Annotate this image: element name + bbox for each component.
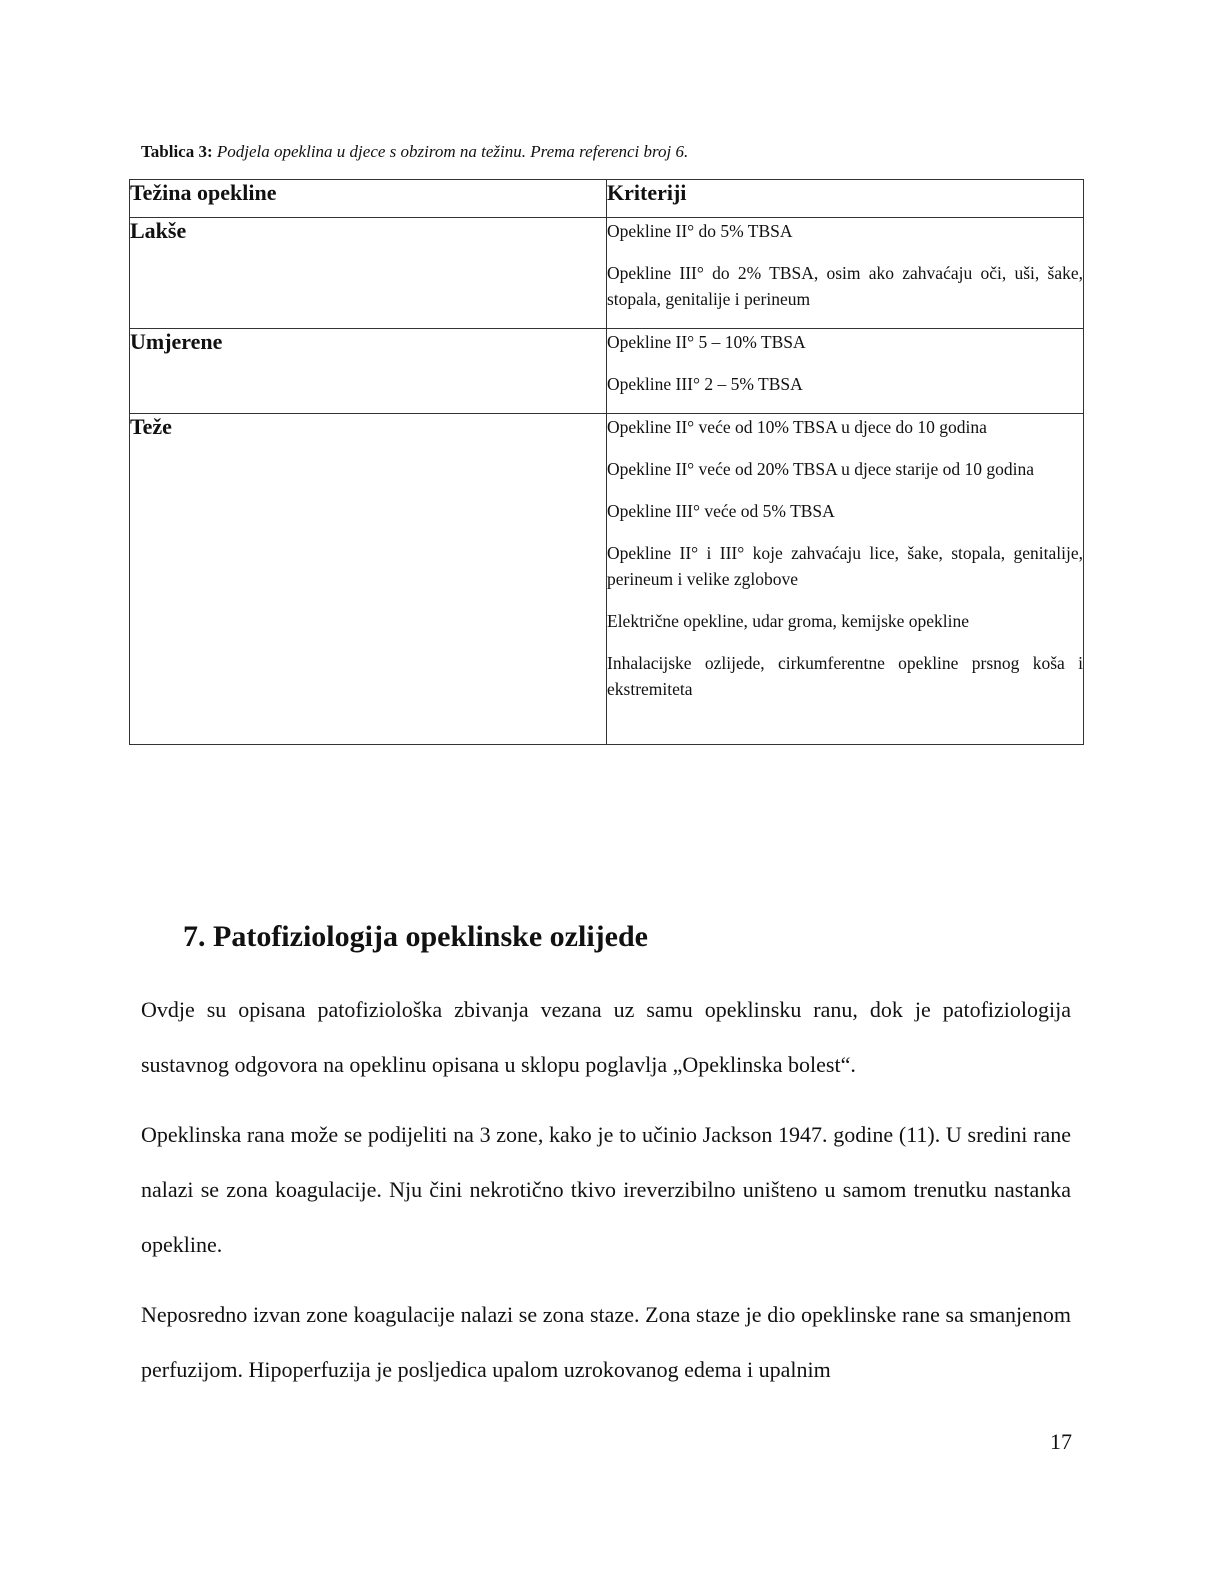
criteria-item: Električne opekline, udar groma, kemijske opekline — [607, 611, 970, 631]
criteria-item: Opekline II° i III° koje zahvaćaju lice, šake, stopala, genitalije, perineum i velike zglobove — [607, 543, 1083, 589]
criteria-cell — [607, 414, 1084, 745]
severity-cell: Umjerene — [130, 329, 607, 414]
criteria-item: Opekline III° veće od 5% TBSA — [607, 501, 835, 521]
criteria-item: Opekline II° veće od 10% TBSA u djece do 10 godina — [607, 417, 987, 437]
header-severity: Težina opekline — [130, 180, 607, 218]
body-paragraph: Ovdje su opisana patofiziološka zbivanja vezana uz samu opeklinsku ranu, dok je patofiziologija sustavnog odgovora na opeklinu opisana u sklopu poglavlja „Opeklinska bolest“. — [141, 997, 1071, 1077]
table-row — [130, 329, 1084, 414]
table-caption-label: Tablica 3: — [141, 142, 213, 161]
table-header-row — [130, 180, 1084, 218]
severity-cell: Teže — [130, 414, 607, 745]
criteria-item: Opekline III° do 2% TBSA, osim ako zahvaćaju oči, uši, šake, stopala, genitalije i perineum — [607, 263, 1083, 309]
header-criteria: Kriteriji — [607, 180, 1084, 218]
criteria-cell — [607, 329, 1084, 414]
criteria-item: Opekline II° do 5% TBSA — [607, 221, 793, 241]
page-number: 17 — [1050, 1429, 1072, 1454]
body-paragraph: Neposredno izvan zone koagulacije nalazi se zona staze. Zona staze je dio opeklinske rane sa smanjenom perfuzijom. Hipoperfuzija je posljedica upalom uzrokovanog edema i upalnim — [141, 1302, 1071, 1382]
table-row — [130, 218, 1084, 329]
table-caption — [141, 141, 688, 163]
criteria-item: Inhalacijske ozlijede, cirkumferentne opekline prsnog koša i ekstremiteta — [607, 653, 1083, 699]
criteria-cell — [607, 218, 1084, 329]
body-paragraph: Opeklinska rana može se podijeliti na 3 zone, kako je to učinio Jackson 1947. godine (11). U sredini rane nalazi se zona koagulacije. Nju čini nekrotično tkivo ireverzibilno uništeno u samom trenutku nastanka opekline. — [141, 1122, 1071, 1257]
table-caption-text: Podjela opeklina u djece s obzirom na težinu. Prema referenci broj 6. — [216, 142, 689, 161]
table-row — [130, 414, 1084, 745]
criteria-item: Opekline II° veće od 20% TBSA u djece starije od 10 godina — [607, 459, 1035, 479]
severity-cell: Lakše — [130, 218, 607, 329]
section-heading: 7. Patofiziologija opeklinske ozlijede — [183, 920, 648, 953]
criteria-item: Opekline III° 2 – 5% TBSA — [607, 374, 803, 394]
burn-severity-table — [129, 179, 1084, 745]
criteria-item: Opekline II° 5 – 10% TBSA — [607, 332, 806, 352]
